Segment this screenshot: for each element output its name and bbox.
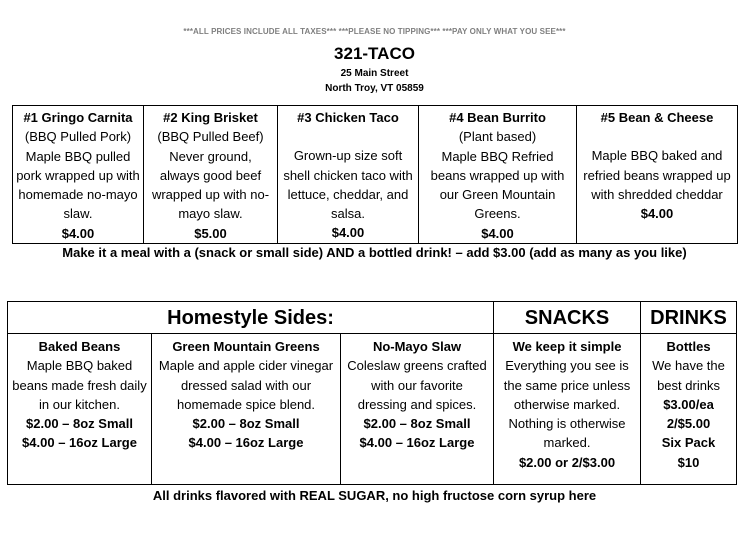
side-item xyxy=(8,334,152,485)
restaurant-street: 25 Main Street xyxy=(340,68,409,79)
snacks-heading: SNACKS xyxy=(494,302,641,334)
taco-price: $4.00 xyxy=(61,225,95,241)
footer-note: All drinks flavored with REAL SUGAR, no high fructose corn syrup here xyxy=(152,488,597,503)
side-price-small: $2.00 – 8oz Small xyxy=(363,416,471,432)
snack-price: $2.00 or 2/$3.00 xyxy=(518,454,616,470)
drink-title: Bottles xyxy=(666,339,711,354)
side-item xyxy=(152,334,341,485)
notice-banner: ***ALL PRICES INCLUDE ALL TAXES*** ***PLEASE NO TIPPING*** ***PAY ONLY WHAT YOU SEE*** xyxy=(183,27,566,36)
snack-desc: Everything you see is the same price unless otherwise marked. Nothing is otherwise marked. xyxy=(503,358,631,451)
drink-item xyxy=(641,334,737,485)
taco-menu-table xyxy=(12,105,738,244)
side-price-large: $4.00 – 16oz Large xyxy=(188,435,304,451)
side-title: Green Mountain Greens xyxy=(172,339,320,354)
side-price-large: $4.00 – 16oz Large xyxy=(22,435,137,451)
side-desc: Maple BBQ baked beans made fresh daily in our kitchen. xyxy=(12,358,147,412)
side-desc: Coleslaw greens crafted with our favorite dressing and spices. xyxy=(347,358,487,412)
six-pack-label: Six Pack xyxy=(661,435,716,451)
meal-deal-note: Make it a meal with a (snack or small side) AND a bottled drink! – add $3.00 (add as many as you like) xyxy=(62,245,687,260)
taco-title: #2 King Brisket xyxy=(163,110,258,125)
snack-title: We keep it simple xyxy=(512,339,622,354)
taco-price: $4.00 xyxy=(481,225,514,241)
drink-price-two: 2/$5.00 xyxy=(666,416,711,432)
restaurant-city: North Troy, VT 05859 xyxy=(325,83,424,94)
drink-price-each: $3.00/ea xyxy=(663,396,714,412)
restaurant-name: 321-TACO xyxy=(334,44,415,63)
drink-desc: We have the best drinks xyxy=(652,358,725,393)
taco-desc: Grown-up size soft shell chicken taco with lettuce, cheddar, and salsa. xyxy=(283,148,413,222)
taco-subtitle xyxy=(278,127,418,146)
taco-subtitle: (BBQ Pulled Pork) xyxy=(24,129,132,145)
taco-desc: Never ground, always good beef wrapped up with no-mayo slaw. xyxy=(151,148,270,222)
sides-heading: Homestyle Sides: xyxy=(8,302,494,334)
taco-desc: Maple BBQ pulled pork wrapped up with homemade no-mayo slaw. xyxy=(16,148,140,222)
side-item xyxy=(341,334,494,485)
taco-item xyxy=(577,106,738,244)
side-price-large: $4.00 – 16oz Large xyxy=(359,435,475,451)
side-title: Baked Beans xyxy=(38,339,121,354)
side-desc: Maple and apple cider vinegar dressed salad with our homemade spice blend. xyxy=(158,358,334,412)
taco-item xyxy=(278,106,419,244)
six-pack-price: $10 xyxy=(677,454,700,470)
taco-price: $4.00 xyxy=(640,206,674,222)
side-title: No-Mayo Slaw xyxy=(372,339,462,354)
taco-desc: Maple BBQ Refried beans wrapped up with our Green Mountain Greens. xyxy=(430,148,565,222)
taco-price: $5.00 xyxy=(194,225,227,241)
side-price-small: $2.00 – 8oz Small xyxy=(26,416,133,432)
taco-title: #3 Chicken Taco xyxy=(297,110,399,125)
taco-item xyxy=(419,106,577,244)
taco-title: #5 Bean & Cheese xyxy=(600,110,714,125)
snack-item xyxy=(494,334,641,485)
taco-subtitle: (BBQ Pulled Beef) xyxy=(157,129,264,145)
taco-title: #4 Bean Burrito xyxy=(449,110,546,125)
drinks-heading: DRINKS xyxy=(641,302,737,334)
taco-item xyxy=(144,106,278,244)
taco-subtitle xyxy=(577,127,737,146)
side-price-small: $2.00 – 8oz Small xyxy=(192,416,300,432)
taco-subtitle: (Plant based) xyxy=(458,129,537,145)
taco-item xyxy=(13,106,144,244)
taco-desc: Maple BBQ baked and refried beans wrapped up with shredded cheddar xyxy=(583,148,731,202)
sides-snacks-drinks-table xyxy=(7,301,737,485)
taco-price: $4.00 xyxy=(331,225,365,241)
taco-title: #1 Gringo Carnita xyxy=(23,110,133,125)
